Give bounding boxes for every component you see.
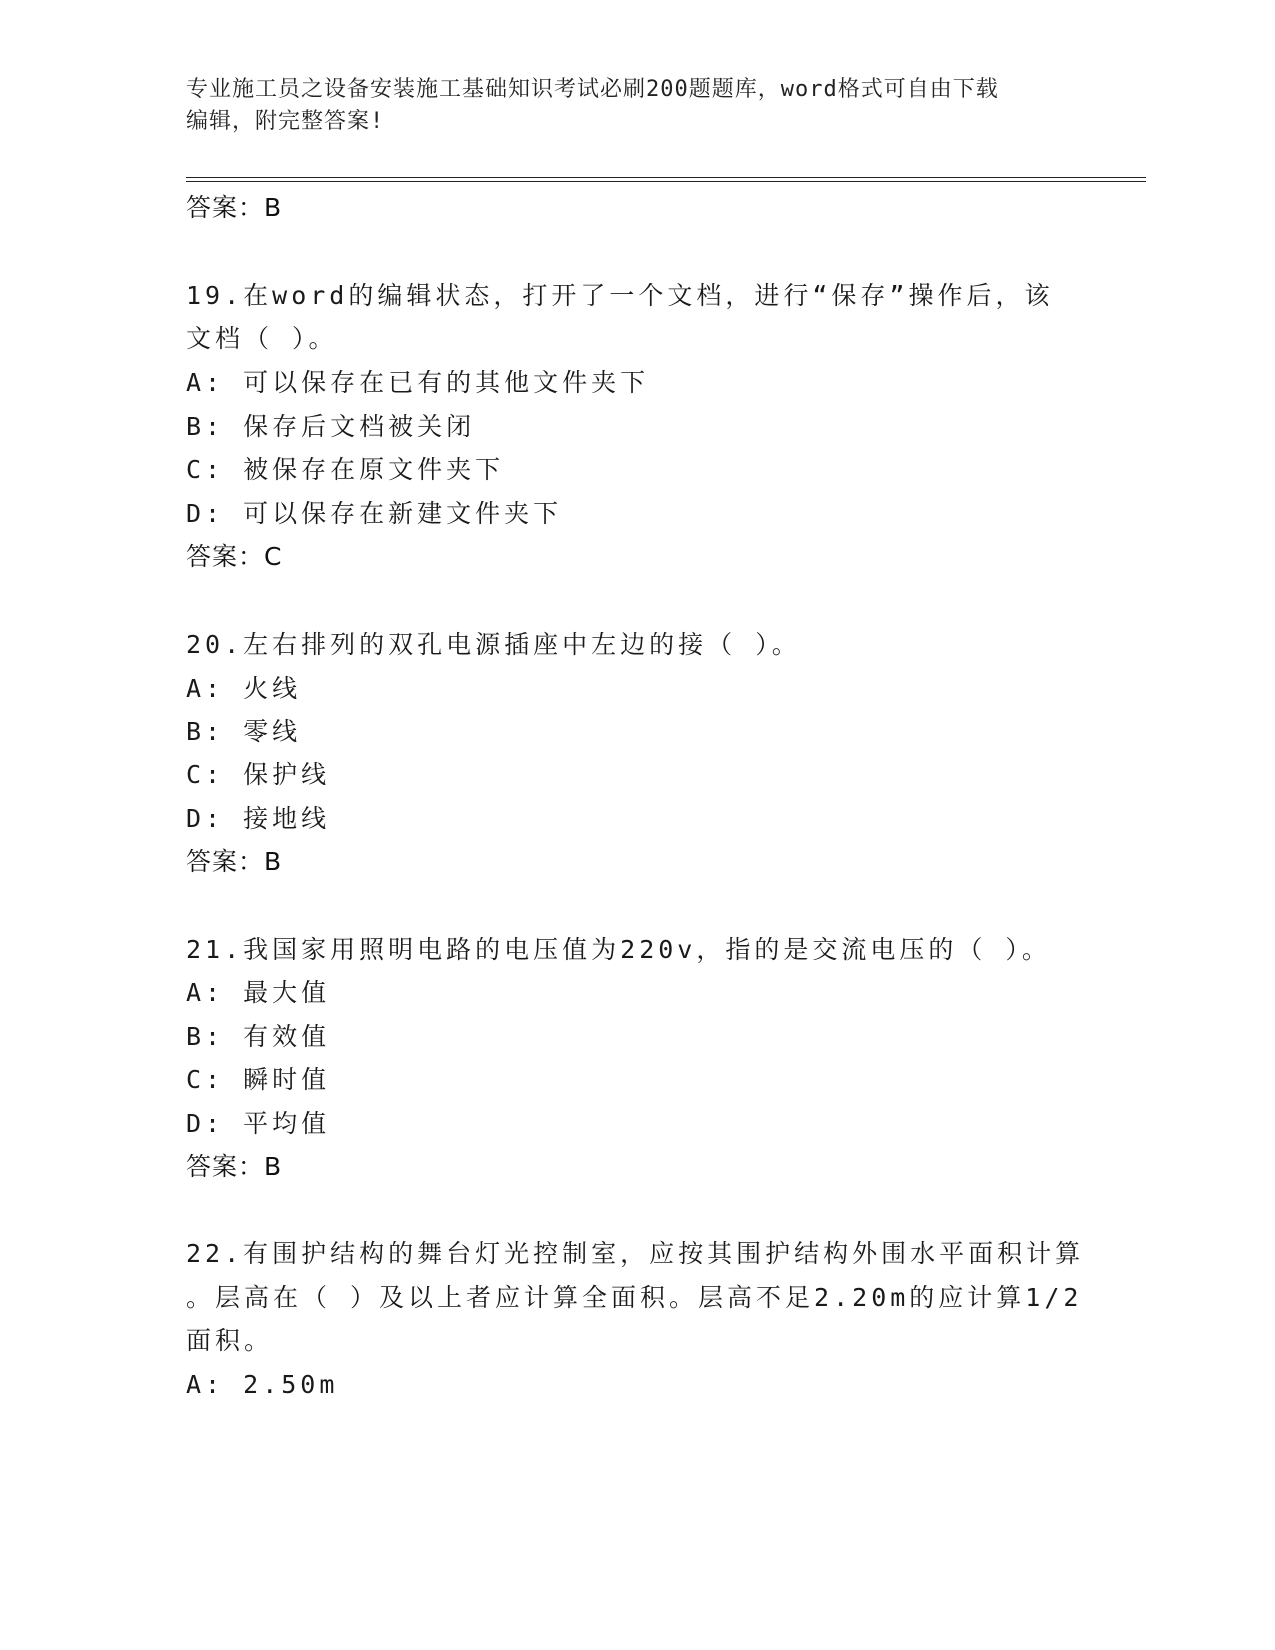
question-19-text-line-2: 文档（ ）。 — [186, 324, 338, 353]
question-22-text-line-1: 22.有围护结构的舞台灯光控制室，应按其围护结构外围水平面积计算 — [186, 1239, 1085, 1268]
header-line-1: 专业施工员之设备安装施工基础知识考试必刷200题题库，word格式可自由下载 — [186, 77, 999, 102]
question-20-option-b: B: 零线 — [186, 717, 302, 746]
question-19-answer: 答案：C — [186, 542, 283, 571]
question-20-option-c: C: 保护线 — [186, 760, 331, 789]
question-22-option-a: A: 2.50m — [186, 1370, 339, 1399]
question-19-option-b: B: 保存后文档被关闭 — [186, 412, 476, 441]
question-21-answer: 答案：B — [186, 1152, 283, 1181]
answer-line: 答案：B — [186, 193, 283, 222]
question-22-text-line-3: 面积。 — [186, 1326, 274, 1355]
header-line-2: 编辑，附完整答案! — [186, 109, 385, 134]
question-19-text-line-1: 19.在word的编辑状态，打开了一个文档，进行“保存”操作后，该 — [186, 281, 1054, 310]
question-20-option-d: D: 接地线 — [186, 804, 331, 833]
question-20-text-line-1: 20.左右排列的双孔电源插座中左边的接（ ）。 — [186, 630, 801, 659]
question-21-option-b: B: 有效值 — [186, 1022, 331, 1051]
question-20-option-a: A: 火线 — [186, 674, 302, 703]
question-19-option-d: D: 可以保存在新建文件夹下 — [186, 499, 563, 528]
header-divider-top — [186, 177, 1146, 178]
question-20-answer: 答案：B — [186, 847, 283, 876]
document-header — [186, 74, 1066, 138]
question-19-option-a: A: 可以保存在已有的其他文件夹下 — [186, 368, 650, 397]
question-21-text-line-1: 21.我国家用照明电路的电压值为220v，指的是交流电压的（ ）。 — [186, 935, 1051, 964]
question-21-option-c: C: 瞬时值 — [186, 1065, 331, 1094]
header-divider-bottom — [186, 181, 1146, 182]
question-21-option-a: A: 最大值 — [186, 978, 331, 1007]
question-22-text-line-2: 。层高在（ ）及以上者应计算全面积。层高不足2.20m的应计算1/2 — [186, 1283, 1083, 1312]
question-19-option-c: C: 被保存在原文件夹下 — [186, 455, 505, 484]
question-21-option-d: D: 平均值 — [186, 1109, 331, 1138]
